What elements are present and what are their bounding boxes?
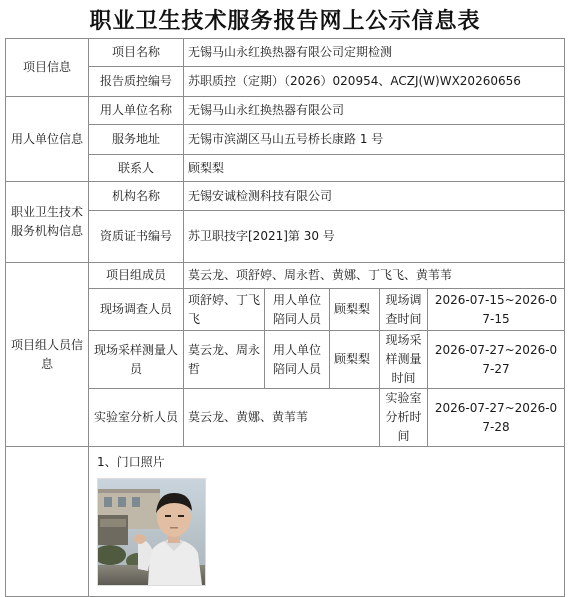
sampling-time-value: 2026-07-27~2026-07-27 — [428, 331, 565, 389]
section-agency-info: 职业卫生技术服务机构信息 — [6, 182, 89, 263]
service-address-value: 无锡市滨湖区马山五号桥长康路 1 号 — [184, 125, 565, 155]
lab-analysis-value: 莫云龙、黄娜、黄苇苇 — [184, 389, 380, 447]
disclosure-table — [5, 38, 565, 597]
photo-section — [89, 447, 565, 597]
site-survey-value: 项舒婷、丁飞飞 — [184, 289, 265, 331]
employer-name-label: 用人单位名称 — [89, 97, 184, 125]
sampling-label: 现场采样测量人员 — [89, 331, 184, 389]
cert-no-value: 苏卫职技字[2021]第 30 号 — [184, 211, 565, 263]
entrance-photo — [97, 478, 206, 586]
lab-analysis-time-label: 实验室分析时间 — [380, 389, 428, 447]
team-members-label: 项目组成员 — [89, 263, 184, 289]
team-members-value: 莫云龙、项舒婷、周永哲、黄娜、丁飞飞、黄苇苇 — [184, 263, 565, 289]
site-survey-label: 现场调查人员 — [89, 289, 184, 331]
photo-caption: 1、门口照片 — [97, 455, 165, 469]
employer-name-value: 无锡马山永红换热器有限公司 — [184, 97, 565, 125]
lab-analysis-label: 实验室分析人员 — [89, 389, 184, 447]
page-title: 职业卫生技术服务报告网上公示信息表 — [89, 8, 481, 34]
project-name-value: 无锡马山永红换热器有限公司定期检测 — [184, 39, 565, 67]
site-survey-escort-value: 顾梨梨 — [330, 289, 380, 331]
site-survey-time-label: 现场调查时间 — [380, 289, 428, 331]
sampling-time-label: 现场采样测量时间 — [380, 331, 428, 389]
site-survey-time-value: 2026-07-15~2026-07-15 — [428, 289, 565, 331]
project-name-label: 项目名称 — [89, 39, 184, 67]
sampling-value: 莫云龙、周永哲 — [184, 331, 265, 389]
report-no-value: 苏职质控（定期）（2026）020954、ACZJ(W)WX20260656 — [184, 67, 565, 97]
lab-analysis-time-value: 2026-07-27~2026-07-28 — [428, 389, 565, 447]
agency-name-value: 无锡安诚检测科技有限公司 — [184, 182, 565, 211]
contact-label: 联系人 — [89, 155, 184, 182]
service-address-label: 服务地址 — [89, 125, 184, 155]
photo-section-blank — [6, 447, 89, 597]
report-no-label: 报告质控编号 — [89, 67, 184, 97]
agency-name-label: 机构名称 — [89, 182, 184, 211]
contact-value: 顾梨梨 — [184, 155, 565, 182]
section-employer-info: 用人单位信息 — [6, 97, 89, 182]
section-project-info: 项目信息 — [6, 39, 89, 97]
cert-no-label: 资质证书编号 — [89, 211, 184, 263]
sampling-escort-value: 顾梨梨 — [330, 331, 380, 389]
section-team-info: 项目组人员信息 — [6, 263, 89, 447]
site-survey-escort-label: 用人单位陪同人员 — [265, 289, 330, 331]
sampling-escort-label: 用人单位陪同人员 — [265, 331, 330, 389]
